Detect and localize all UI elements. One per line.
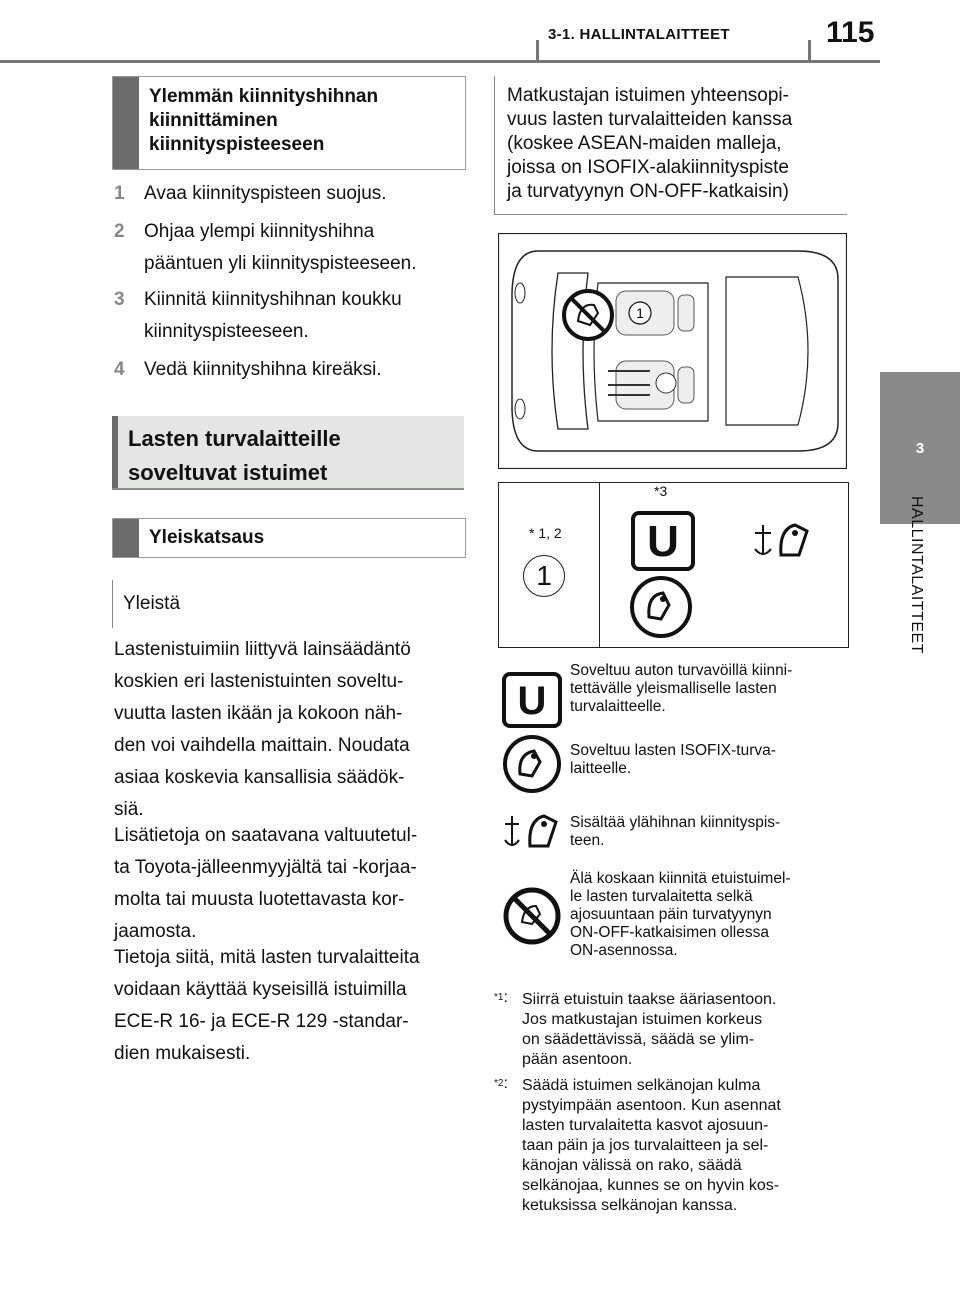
heading-marker — [112, 416, 118, 488]
step-text: Ohjaa ylempi kiinnityshihna pääntuen yli kiinnityspisteeseen. — [144, 221, 417, 274]
section-title: Lasten turvalaitteille soveltuvat istuimet — [128, 426, 341, 485]
footnote-text: Siirrä etuistuin taakse ääriasentoon. Jos matkustajan istuimen korkeus on säädettävissä, säädä se ylim- pään asentoon. — [522, 991, 777, 1068]
box-marker — [113, 77, 139, 169]
isofix-seat-icon — [502, 734, 562, 794]
header-divider — [536, 40, 539, 62]
step-text: Kiinnitä kiinnityshihnan koukku kiinnityspisteeseen. — [144, 289, 402, 342]
header-rule — [0, 60, 880, 63]
seat-note-ref: * 1, 2 — [529, 525, 562, 541]
subsection-box-tether — [112, 76, 466, 170]
step-text: Avaa kiinnityspisteen suojus. — [144, 183, 387, 204]
step-text: Vedä kiinnityshihna kireäksi. — [144, 359, 382, 380]
paragraph-dealer: Lisätietoja on saatavana valtuutetul- ta Toyota-jälleenmyyjältä tai -korjaa- molta tai muusta luotettavasta kor- jaamosta. — [114, 825, 418, 942]
header-divider — [808, 40, 811, 62]
paragraph-standards: Tietoja siitä, mitä lasten turvalaitteita voidaan käyttää kyseisillä istuimilla ECE-R 16- ja ECE-R 129 -standar- dien mukaisesti. — [114, 947, 420, 1064]
footnote-mark: $^{*2}$: — [494, 1075, 508, 1092]
subsection-title: Yleiskatsaus — [149, 527, 265, 548]
prohibited-rear-facing-icon — [502, 886, 562, 946]
compatibility-title: Matkustajan istuimen yhteensopi- vuus lasten turvalaitteiden kanssa (koskee ASEAN-maiden malleja, joissa on ISOFIX-alakiinnityspiste ja turvatyynyn ON-OFF-katkaisin) — [507, 85, 793, 202]
chapter-label: HALLINTALAITTEET — [908, 496, 925, 654]
subsection-box-overview — [112, 518, 466, 558]
universal-u-icon: U — [502, 672, 562, 728]
title-line: kiinnityspisteeseen — [149, 134, 325, 155]
legend-text: Soveltuu auton turvavöillä kiinni- tettävälle yleismalliselle lasten turvalaitteelle. — [570, 662, 793, 715]
legend-text: Älä koskaan kiinnitä etuistuimel- le lasten turvalaitetta selkä ajosuuntaan päin turvatyynyn ON-OFF-katkaisimen ollessa ON-asennossa. — [570, 870, 791, 959]
compatibility-heading-box — [494, 76, 847, 215]
subsection-title — [149, 85, 378, 157]
step-number: 1 — [114, 183, 125, 204]
car-seat-diagram — [498, 233, 847, 469]
paragraph-legislation: Lastenistuimiin liittyvä lainsäädäntö koskien eri lastenistuinten soveltu- vuutta lasten ikään ja kokoon näh- den voi vaihdella maittain. Noudata asiaa koskevia kansallisia säädök- siä. — [114, 639, 411, 820]
universal-u-icon: U — [631, 511, 695, 571]
anchor-seat-icon — [751, 515, 815, 563]
sub-label: Yleistä — [112, 580, 180, 628]
anchor-seat-icon — [502, 808, 562, 856]
legend-text: Soveltuu lasten ISOFIX-turva- laitteelle. — [570, 742, 776, 777]
footnote-mark: $^{*1}$: — [494, 989, 508, 1006]
seat-number-label: 1 — [636, 305, 644, 321]
step-number: 4 — [114, 359, 125, 380]
title-line: kiinnittäminen — [149, 110, 278, 131]
step-number: 2 — [114, 221, 125, 242]
compatibility-table — [498, 482, 849, 648]
box-marker — [113, 519, 139, 557]
section-header: 3-1. HALLINTALAITTEET — [548, 26, 730, 43]
legend-text: Sisältää ylähihnan kiinnityspis- teen. — [570, 814, 781, 849]
isofix-seat-icon — [629, 575, 693, 639]
step-number: 3 — [114, 289, 125, 310]
section-heading-box — [112, 416, 464, 490]
title-line: Ylemmän kiinnityshihnan — [149, 86, 379, 107]
seat-position-number: 1 — [523, 555, 565, 597]
table-divider — [599, 483, 600, 647]
footnote-text: Säädä istuimen selkänojan kulma pystyimpään asentoon. Kun asennat lasten turvalaitetta kasvot ajosuun- taan päin ja jos turvalaitteen ja sel- känojan välissä on rako, säädä selkänojaa, kunnes se on hyvin kos- ketuksissa selkänojan kanssa. — [522, 1077, 781, 1214]
anchor-note-ref: *3 — [654, 483, 668, 499]
chapter-number: 3 — [915, 439, 925, 457]
page-number: 115 — [826, 16, 875, 49]
